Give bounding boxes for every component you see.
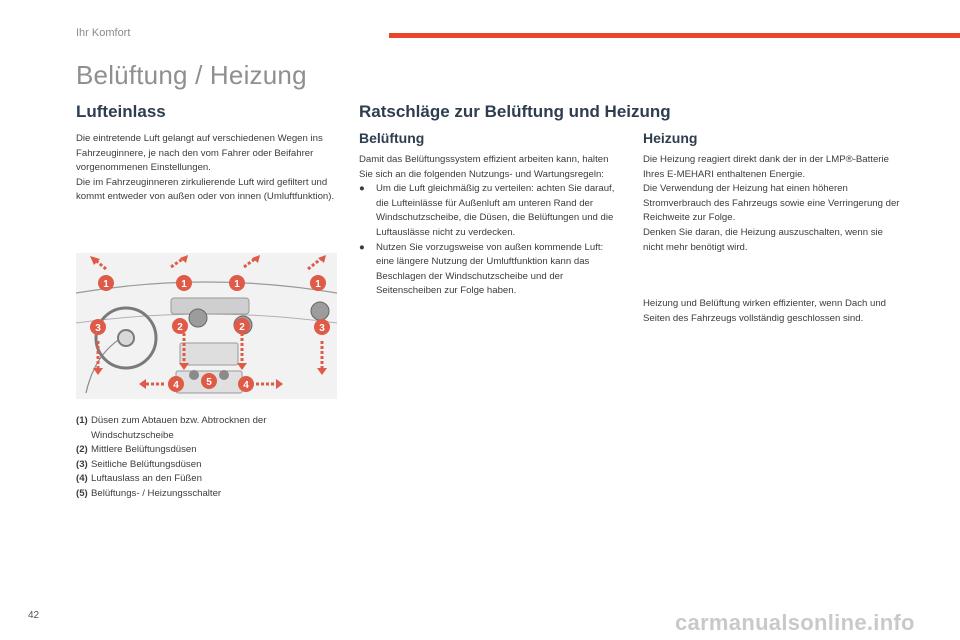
legend-number: (5) <box>76 487 88 499</box>
legend-item <box>76 458 346 473</box>
bullet-text: Nutzen Sie vorzugsweise von außen kommende Luft: eine längere Nutzung der Umluftfunktion kann das Beschlagen der Windschutzscheibe und der Seitenscheiben zur Folge haben. <box>376 241 604 297</box>
heating-efficiency-note <box>643 297 903 326</box>
heating-note-paragraph: Heizung und Belüftung wirken effizienter, wenn Dach und Seiten des Fahrzeugs vollständig geschlossen sind. <box>643 298 887 324</box>
diagram-marker-1: 1 <box>103 279 109 290</box>
air-intake-text <box>76 132 346 205</box>
ventilation-bullet <box>359 182 621 240</box>
ventilation-heading: Belüftung <box>359 130 425 146</box>
heating-paragraph: Denken Sie daran, die Heizung auszuschalten, wenn sie nicht mehr benötigt wird. <box>643 226 883 253</box>
bullet-symbol: ● <box>359 241 365 253</box>
bullet-symbol: ● <box>359 183 365 195</box>
legend-item <box>76 472 346 487</box>
legend-number: (2) <box>76 444 88 456</box>
bullet-text: Um die Luft gleichmäßig zu verteilen: achten Sie darauf, die Lufteinlässe für Außenluft am unteren Rand der Windschutzscheibe, die Düsen, die Belüftungen und die Luftauslässe nicht zu verdecken. <box>376 183 615 238</box>
diagram-marker-2: 2 <box>239 322 245 333</box>
legend-number: (4) <box>76 473 88 485</box>
air-intake-heading: Lufteinlass <box>76 102 166 121</box>
diagram-marker-1: 1 <box>181 279 187 290</box>
heating-paragraph: Die Heizung reagiert direkt dank der in der LMP®-Batterie Ihres E-MEHARI enthaltenen Energie. <box>643 154 889 180</box>
page-title: Belüftung / Heizung <box>76 60 307 90</box>
ventilation-bullet <box>359 241 621 299</box>
legend-item <box>76 487 346 502</box>
diagram-marker-1: 1 <box>315 279 321 290</box>
heating-paragraph: Die Verwendung der Heizung hat einen höheren Stromverbrauch des Fahrzeugs sowie eine Verringerung der Reichweite zur Folge. <box>643 183 900 224</box>
legend-text: Luftauslass an den Füßen <box>91 473 202 485</box>
air-intake-paragraph: Die im Fahrzeuginneren zirkulierende Luft wird gefiltert und kommt entweder von außen oder von innen (Umluftfunktion). <box>76 176 335 203</box>
diagram-marker-3: 3 <box>319 323 325 334</box>
diagram-marker-4: 4 <box>173 380 179 391</box>
section-label: Ihr Komfort <box>76 27 131 39</box>
legend-text: Düsen zum Abtauen bzw. Abtrocknen der Windschutzscheibe <box>91 415 267 441</box>
ventilation-text <box>359 153 621 299</box>
legend-number: (1) <box>76 415 88 426</box>
diagram-legend <box>76 414 346 502</box>
ventilation-intro: Damit das Belüftungssystem effizient arbeiten kann, halten Sie sich an die folgenden Nutzungs- und Wartungsregeln: <box>359 154 609 180</box>
diagram-marker-5: 5 <box>206 377 212 388</box>
legend-text: Belüftungs- / Heizungsschalter <box>91 487 222 499</box>
diagram-marker-3: 3 <box>95 323 101 334</box>
air-intake-paragraph: Die eintretende Luft gelangt auf verschiedenen Wegen ins Fahrzeuginnere, je nach den vom Fahrer oder Beifahrer vorgenommenen Einstellungen. <box>76 133 323 174</box>
legend-item <box>76 443 346 458</box>
heating-text <box>643 153 903 255</box>
dashboard-vent-diagram <box>76 253 337 399</box>
diagram-marker-4: 4 <box>243 380 249 391</box>
diagram-marker-1: 1 <box>234 279 240 290</box>
legend-item <box>76 414 346 443</box>
legend-text: Mittlere Belüftungsdüsen <box>91 444 197 456</box>
legend-text: Seitliche Belüftungsdüsen <box>91 458 202 470</box>
header-accent-rule <box>389 33 960 38</box>
legend-number: (3) <box>76 458 88 470</box>
heating-heading: Heizung <box>643 130 698 146</box>
diagram-marker-2: 2 <box>177 322 183 333</box>
page-number: 42 <box>28 610 40 621</box>
advice-heading: Ratschläge zur Belüftung und Heizung <box>359 102 671 121</box>
watermark: carmanualsonline.info <box>675 610 915 635</box>
